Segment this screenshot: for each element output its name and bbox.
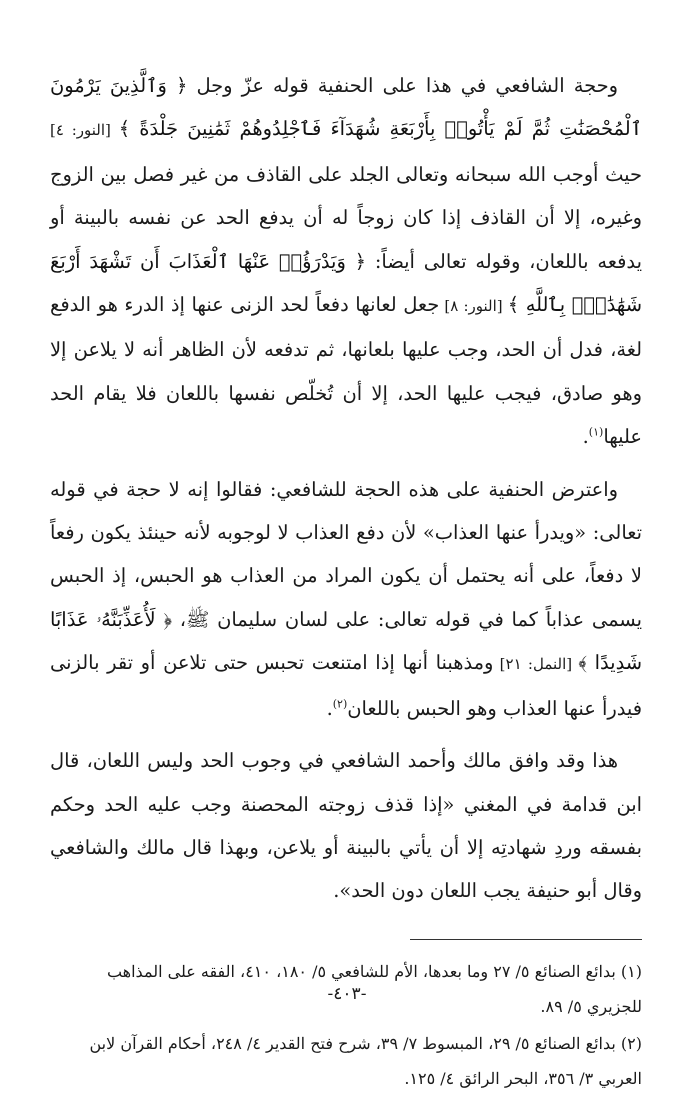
footnote-marker-2[interactable]: (٢) — [332, 697, 348, 711]
footnote-2: (٢) بدائع الصنائع ٥/ ٢٩، المبسوط ٧/ ٣٩، شرح فتح القدير ٤/ ٢٤٨، أحكام القرآن لابن العربي ٣/ ٣٥٦، البحر الرائق ٤/ ١٢٥. — [89, 1033, 642, 1088]
paragraph-2-text-b: ومذهبنا أنها إذا امتنعت تحبس حتى تلاعن أو تقر بالزنى فيدرأ عنها العذاب وهو الحبس باللعان — [50, 651, 642, 720]
verse-reference-2: [النور: ٨] — [439, 297, 508, 316]
paragraph-2 — [50, 468, 642, 730]
verse-reference-3: [النمل: ٢١] — [493, 655, 579, 674]
paragraph-3-text: هذا وقد وافق مالك وأحمد الشافعي في وجوب الحد وليس اللعان، قال ابن قدامة في المغني «إذا قذف زوجته المحصنة وجب عليه الحد وحكم بفسقه وردِ شهادتِه إلا أن يأتي بالبينة أو يلاعن، وبهذا قال مالك والشافعي وقال أبو حنيفة يجب اللعان دون الحد». — [50, 749, 642, 903]
quran-verse-1: ﴿ وَٱلَّذِينَ يَرْمُونَ ٱلْمُحْصَنَٰتِ ثُمَّ لَمْ يَأْتُوا۟ بِأَرْبَعَةِ شُهَدَآءَ فَٱجْلِدُوهُمْ ثَمَٰنِينَ جَلْدَةً ﴾ — [50, 74, 642, 141]
verse-reference-1: [النور: ٤] — [50, 121, 119, 140]
paragraph-2-text-a: واعترض الحنفية على هذه الحجة للشافعي: فقالوا إنه لا حجة في قوله تعالى: «ويدرأ عنها العذاب» لأن دفع العذاب لا لوجوبه لأنه حينئذ يكون رفعاً لا دفعاً، على أنه يحتمل أن يكون المراد من العذاب هو الحبس، إذ الحبس يسمى عذاباً كما في قوله تعالى: على لسان سليمان ﷺ، — [50, 477, 642, 631]
paragraph-3 — [50, 739, 642, 913]
footnote-marker-1[interactable]: (١) — [588, 425, 604, 439]
paragraph-1-text-c: جعل لعانها دفعاً لحد الزنى عنها إذ الدرء هو الدفع لغة، فدل أن الحد، وجب عليها بلعانها، ثم تدفعه لأن الظاهر أنه لا يلاعن إلا وهو صادق، فيجب عليها الحد، إلا أن تُخلّص نفسها باللعان فلا يقام الحد عليها — [50, 293, 642, 449]
paragraph-1 — [50, 64, 642, 459]
page-number: -٤٠٣- — [327, 984, 367, 1004]
paragraph-1-end: . — [582, 425, 589, 449]
footnote-divider — [410, 939, 642, 940]
paragraph-2-end: . — [326, 696, 333, 720]
footnote-1: (١) بدائع الصنائع ٥/ ٢٧ وما بعدها، الأم للشافعي ٥/ ١٨٠، ٤١٠، الفقه على المذاهب للجزيري ٥/ ٨٩. — [106, 961, 642, 1016]
paragraph-1-text-a: وحجة الشافعي في هذا على الحنفية قوله عزّ وجل — [187, 74, 618, 97]
quran-verse-3: ﴿ لَأُعَذِّبَنَّهُۥ عَذَابًا شَدِيدًا ﴾ — [50, 607, 642, 675]
paragraph-1-text-b: حيث أوجب الله سبحانه وتعالى الجلد على القاذف من غير فصل بين الزوج وغيره، إلا أن القاذف إذا كان زوجاً له أن يدفع الحد عن نفسه بالبينة أو يدفعه باللعان، وقوله تعالى أيضاً: — [50, 162, 642, 273]
quran-verse-2: ﴿ وَيَدْرَؤُا۟ عَنْهَا ٱلْعَذَابَ أَن تَشْهَدَ أَرْبَعَ شَهَٰدَٰتٍۭ بِٱللَّهِ ﴾ — [50, 249, 642, 317]
footnotes — [50, 954, 642, 1096]
